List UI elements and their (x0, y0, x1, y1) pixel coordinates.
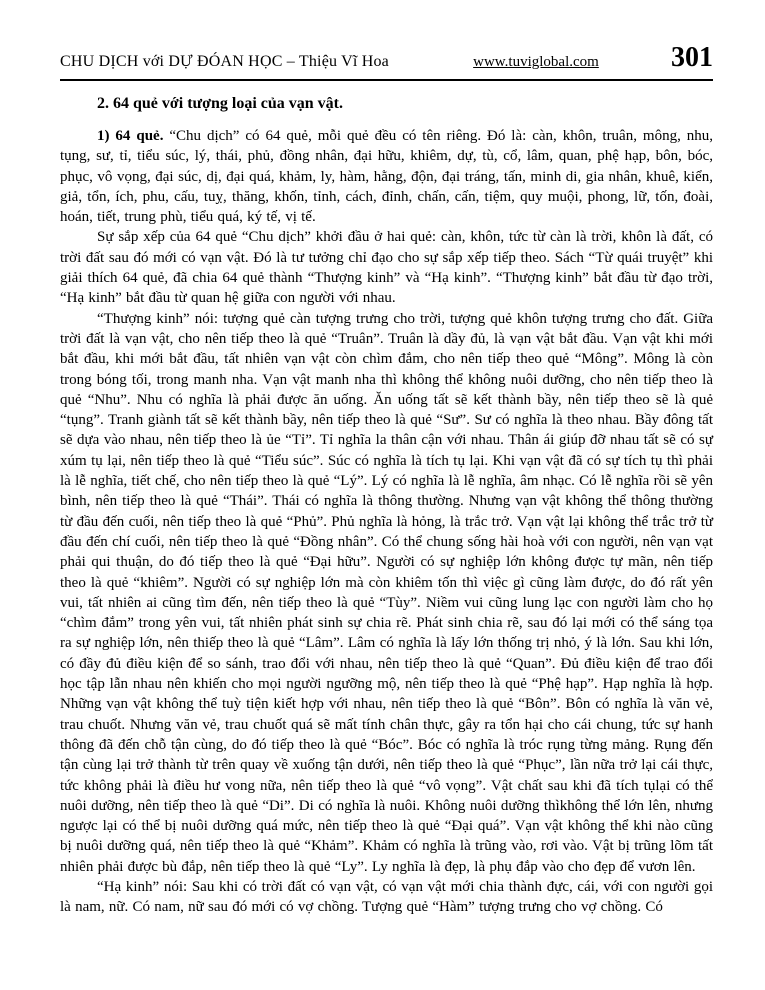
book-title: CHU DỊCH với DỰ ĐÓAN HỌC – Thiệu Vĩ Hoa (60, 53, 389, 70)
paragraph-text: Sự sắp xếp của 64 quẻ “Chu dịch” khởi đầu ở hai quẻ: càn, khôn, tức từ càn là trời, khôn là đất, có trời đất sau đó mới có vạn vật. Đó là tư tưởng chỉ đạo cho sự sắp xếp tiếp theo. Sách “Từ quái truyệt” khi giải thích 64 quẻ, đã chia 64 quẻ thành “Thượng kinh” và “Hạ kinh”. “Thượng kinh” bắt đầu từ đạo trời, “Hạ kinh” bắt đầu từ quan hệ giữa con người với nhau. (60, 229, 713, 307)
paragraph-lead: 1) 64 quẻ. (97, 128, 164, 144)
paragraph-text: “Thượng kinh” nói: tượng quẻ càn tượng trưng cho trời, tượng quẻ khôn tượng trưng cho đất. Giữa trời đất là vạn vật, cho nên tiếp theo là quẻ “Truân”. Truân là dầy đủ, là vạn vật bắt đầu. Vạn vật khi mới bắt đầu, khi mới bắt đầu, tất nhiên vạn vật còn chìm đắm, cho nên tiếp theo quẻ “Mông”. Mông là còn trong bóng tối, trong manh nha. Vạn vật manh nha thì không thể không nuôi dưỡng, cho nên tiếp theo là quẻ “Nhu”. Nhu có nghĩa là phải được ăn uống. Ăn uống tất sẽ kết thành bầy, nên tiếp theo sẽ là quẻ “tụng”. Tranh giành tất sẽ kết thành bầy, nên tiếp theo là quẻ “Sư”. Sư có nghĩa là theo nhau. Bầy đông tất sẽ dựa vào nhau, nên tiếp theo là ủe “Tỉ”. Tỉ nghĩa la thân cận với nhau. Thân ái giúp đỡ nhau tất sẽ có sự xúm tụ lại, nên tiếp theo là quẻ “Tiểu súc”. Súc có nghĩa là tích tụ lại. Khi vạn vật đã có sự tích tụ thì phải là lễ nghĩa, tiết chế, cho nên tiếp theo là quẻ “Lý”. Lý có nghĩa là lễ nghĩa, âm nhạc. Có lễ nghĩa rồi sẽ yên bình, nên tiếp theo là quẻ “Thái”. Thái có nghĩa là thông thường. Nhưng vạn vật không thể thông thường từ đầu đến cuối, nên tiếp theo là quẻ “Phủ”. Phủ nghĩa là hỏng, là trắc trở. Vạn vật lại không thể trắc trở từ đầu đến chí cuối, nên tiếp theo là quẻ “Đồng nhân”. Có thể chung sống hài hoà với con người, nên vạn vạt phải qui thuận, do đó tiếp theo là quẻ “Đại hữu”. Người có sự nghiệp lớn không được tự mãn, nên tiếp theo là quẻ “khiêm”. Người có sự nghiệp lớn mà còn khiêm tốn thì việc gì cũng làm được, do đó rất yên vui, tất nhiên ai cũng tìm đến, nên tiếp theo là quẻ “Tùy”. Niềm vui cũng lung lạc con người làm cho họ “chìm đắm” trong yên vui, tất nhiên phát sinh sự chia rẽ. Phát sinh chia rẽ, sau đó lại mới có thể sáng tọa ra sự nghiệp lớn, nên thiếp theo là quẻ “Lâm”. Lâm có nghĩa là lấy lớn thống trị nhỏ, ý là lớn. Sau khi lớn, có đầy đủ điều kiện để so sánh, trao đổi với nhau, nên tiếp theo là quẻ “Quan”. Đủ điều kiện để trao đổi học tập lẫn nhau nên khiến cho mọi người ngưỡng mộ, nên tiếp theo là quẻ “Phệ hạp”. Hạp nghĩa là hợp. Những vạn vật không thể tuỳ tiện kiết hợp với nhau, nên tiếp theo là quẻ “Bôn”. Bôn có nghĩa là văn vẻ, trau chuốt. Nhưng văn vẻ, trau chuốt quá sẽ mất tính chân thực, gây ra tổn hại cho cái chung, tức sự hanh thông đã đến chỗ tận cùng, do đó tiếp theo là quẻ “Bóc”. Bóc có nghĩa là tróc rụng từng mảng. Rụng đến tận cùng lại trở thành từ trên quay về xuống tận dưới, nên tiếp theo là quẻ “Phục”, lần nữa trở lại cái thực, tức không phải là điều hư vong nữa, nên tiếp theo là quẻ “vô vọng”. Vật chất sau khi đã tích tụlại có thể nuôi dưỡng, nên tiếp theo là quẻ “Di”. Di có nghĩa là nuôi. Không nuôi dưỡng thìkhông thể lớn lên, nhưng ngược lại có thể bị nuôi dưỡng quá mức, nên tiếp theo là quẻ “Đại quá”. Vạn vật không thể khi nào cũng bị nuôi dưỡng quá, nên tiếp theo là quẻ “Khảm”. Khảm có nghĩa là trũng vào, rơi vào. Vật bị trũng lõm tất nhiên phải được bù đắp, nên tiếp theo là quẻ “Ly”. Ly nghĩa là đẹp, là phụ đắp vào cho đẹp để vươn lên. (60, 310, 713, 875)
header-divider (60, 79, 713, 81)
body-text (60, 126, 713, 918)
paragraph-text: “Hạ kinh” nói: Sau khi có trời đất có vạn vật, có vạn vật mới chia thành đực, cái, với con người gọi là nam, nữ. Có nam, nữ sau đó mới có vợ chồng. Tượng quẻ “Hàm” tượng trưng cho vợ chồng. Có (60, 878, 713, 916)
page-number: 301 (671, 42, 713, 73)
paragraph-text: “Chu dịch” có 64 quẻ, mỗi quẻ đều có tên riêng. Đó là: càn, khôn, truân, mông, nhu, tụng, sư, tỉ, tiểu súc, lý, thái, phủ, đồng nhân, đại hữu, khiêm, dự, tù, cổ, lâm, quan, phệ hạp, bôn, bóc, phục, vô vọng, đại súc, dị, đại quá, khảm, ly, hàm, hằng, độn, đại tráng, tấn, minh di, gia nhân, khuê, kiển, giả, tổn, ích, phu, cấu, tuỵ, thăng, khốn, tỉnh, cách, đỉnh, chấn, cấn, tiệm, quy muội, phong, lữ, tốn, đoài, hoán, tiết, trung phù, tiểu quá, ký tế, vị tế. (60, 128, 713, 226)
page-header (60, 44, 713, 72)
paragraph-sap-xep (60, 227, 713, 308)
paragraph-ha-kinh (60, 877, 713, 918)
website-url: www.tuviglobal.com (473, 54, 599, 70)
paragraph-64-que (60, 126, 713, 227)
section-heading: 2. 64 quẻ với tượng loại của vạn vật. (97, 95, 344, 112)
paragraph-thuong-kinh (60, 309, 713, 877)
